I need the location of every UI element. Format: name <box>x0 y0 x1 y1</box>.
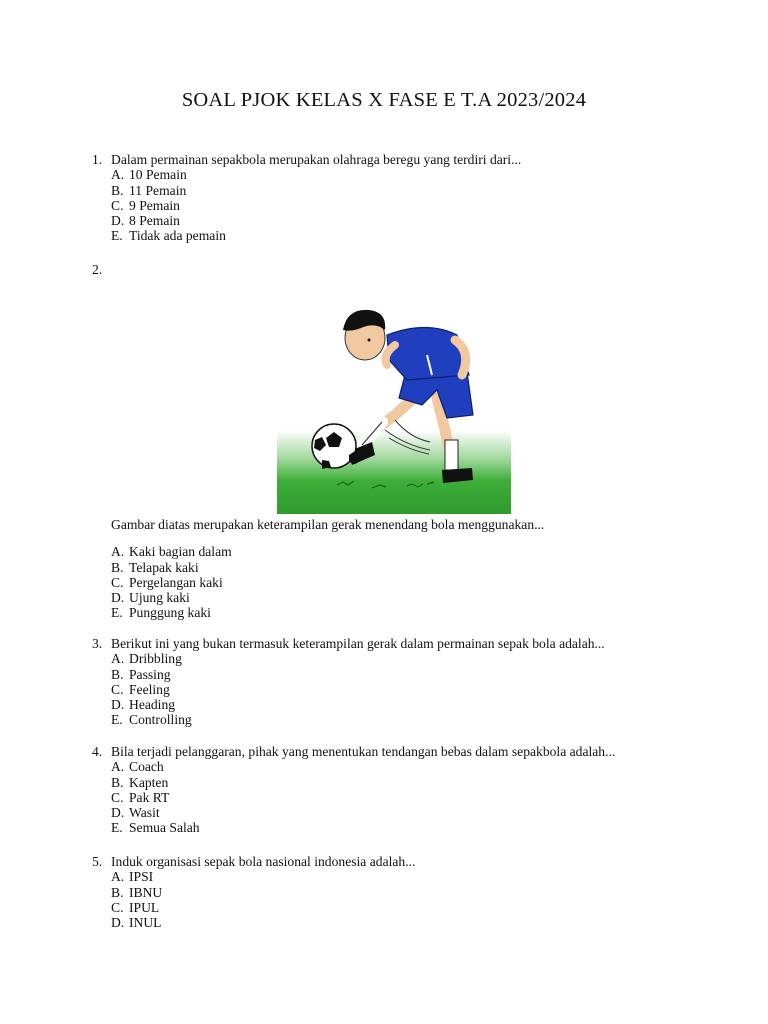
option-text: Controlling <box>129 712 192 728</box>
option-d <box>111 590 712 605</box>
soccer-kick-illustration <box>277 280 511 514</box>
option-letter: B. <box>111 774 124 790</box>
option-d <box>111 805 712 820</box>
option-text: IPUL <box>129 899 160 915</box>
option-letter: B. <box>111 666 124 682</box>
option-letter: D. <box>111 915 125 931</box>
option-text: Heading <box>129 697 176 713</box>
option-text: Pergelangan kaki <box>129 574 223 590</box>
question-4 <box>92 744 712 836</box>
option-list <box>111 759 712 835</box>
question-text: Induk organisasi sepak bola nasional indonesia adalah... <box>111 854 416 869</box>
option-text: Wasit <box>129 805 160 821</box>
option-letter: C. <box>111 681 124 697</box>
question-number: 5. <box>92 854 103 869</box>
question-text: Bila terjadi pelanggaran, pihak yang menentukan tendangan bebas dalam sepakbola adalah... <box>111 744 616 759</box>
option-b <box>111 560 712 575</box>
question-1 <box>92 152 712 244</box>
option-letter: A. <box>111 759 125 775</box>
option-e <box>111 712 712 727</box>
option-a <box>111 759 712 774</box>
option-e <box>111 820 712 835</box>
option-letter: C. <box>111 789 124 805</box>
option-letter: B. <box>111 559 124 575</box>
question-2-body <box>92 517 712 621</box>
option-text: 8 Pemain <box>129 213 180 229</box>
option-c <box>111 900 712 915</box>
option-letter: A. <box>111 167 125 183</box>
option-c <box>111 790 712 805</box>
page-title: SOAL PJOK KELAS X FASE E T.A 2023/2024 <box>181 89 587 111</box>
option-letter: C. <box>111 899 124 915</box>
option-letter: B. <box>111 182 124 198</box>
option-letter: B. <box>111 884 124 900</box>
option-letter: D. <box>111 697 125 713</box>
option-text: INUL <box>129 915 162 931</box>
option-text: Kaki bagian dalam <box>129 544 232 560</box>
option-list <box>111 651 712 727</box>
option-list <box>111 167 712 243</box>
option-d <box>111 213 712 228</box>
option-e <box>111 605 712 620</box>
option-text: Passing <box>129 666 171 682</box>
option-letter: A. <box>111 869 125 885</box>
option-a <box>111 544 712 559</box>
option-letter: E. <box>111 712 123 728</box>
option-text: IBNU <box>129 884 163 900</box>
option-d <box>111 915 712 930</box>
option-list <box>111 869 712 930</box>
option-list <box>111 544 712 620</box>
option-text: 9 Pemain <box>129 197 180 213</box>
question-3 <box>92 636 712 728</box>
option-text: Dribbling <box>129 651 182 667</box>
option-text: Pak RT <box>129 789 170 805</box>
option-d <box>111 697 712 712</box>
question-text: Dalam permainan sepakbola merupakan olahraga beregu yang terdiri dari... <box>111 152 522 167</box>
option-letter: E. <box>111 820 123 836</box>
option-letter: D. <box>111 805 125 821</box>
option-a <box>111 167 712 182</box>
question-number: 1. <box>92 152 103 167</box>
question-number: 2. <box>92 262 103 277</box>
option-text: Telapak kaki <box>129 559 199 575</box>
option-text: Feeling <box>129 681 170 697</box>
option-b <box>111 775 712 790</box>
option-letter: D. <box>111 213 125 229</box>
option-e <box>111 228 712 243</box>
option-text: Punggung kaki <box>129 605 211 621</box>
question-number: 3. <box>92 636 103 651</box>
question-text: Berikut ini yang bukan termasuk keterampilan gerak dalam permainan sepak bola adalah... <box>111 636 605 651</box>
soccer-player-image <box>277 280 511 514</box>
option-letter: A. <box>111 544 125 560</box>
option-text: Kapten <box>129 774 169 790</box>
question-text: Gambar diatas merupakan keterampilan gerak menendang bola menggunakan... <box>111 517 545 532</box>
option-text: 10 Pemain <box>129 167 187 183</box>
option-text: Semua Salah <box>129 820 200 836</box>
option-b <box>111 667 712 682</box>
option-text: 11 Pemain <box>129 182 187 198</box>
option-letter: D. <box>111 590 125 606</box>
option-c <box>111 198 712 213</box>
option-text: IPSI <box>129 869 154 885</box>
option-b <box>111 885 712 900</box>
option-text: Tidak ada pemain <box>129 228 226 244</box>
option-letter: E. <box>111 605 123 621</box>
option-a <box>111 651 712 666</box>
option-c <box>111 575 712 590</box>
option-letter: E. <box>111 228 123 244</box>
option-letter: C. <box>111 197 124 213</box>
question-number: 4. <box>92 744 103 759</box>
option-c <box>111 682 712 697</box>
option-text: Ujung kaki <box>129 590 190 606</box>
question-5 <box>92 854 712 930</box>
option-a <box>111 869 712 884</box>
option-letter: C. <box>111 574 124 590</box>
option-text: Coach <box>129 759 164 775</box>
option-b <box>111 183 712 198</box>
option-letter: A. <box>111 651 125 667</box>
